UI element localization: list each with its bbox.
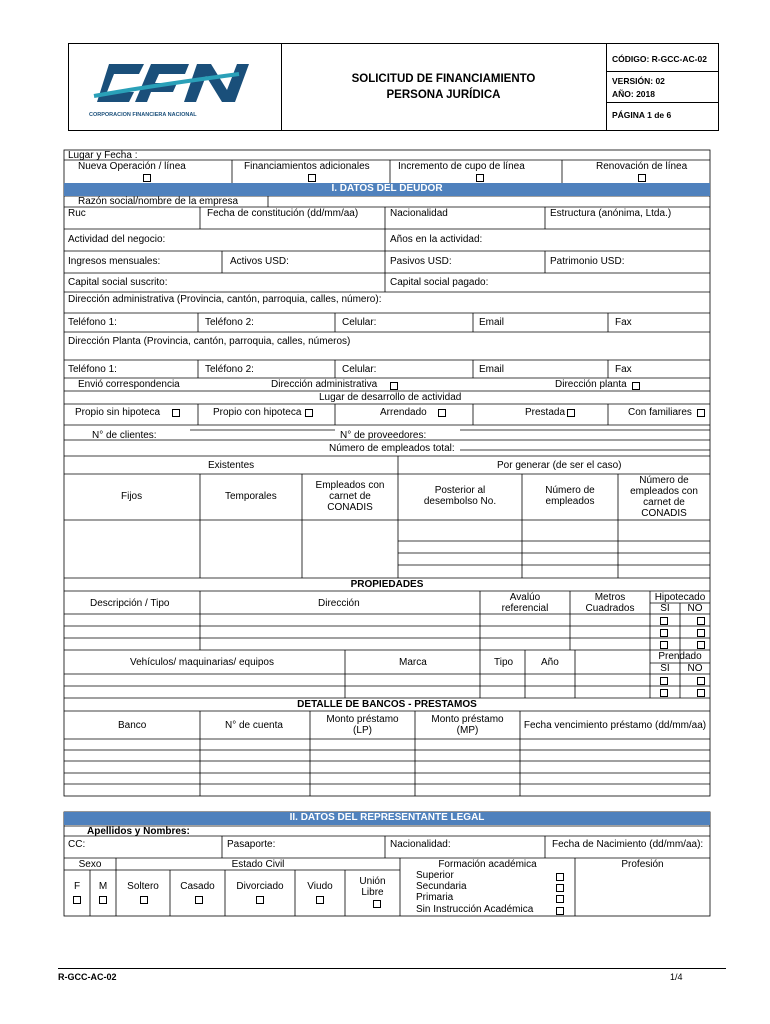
telefono1-label: Teléfono 1:	[68, 317, 117, 328]
posterior-header	[398, 485, 522, 507]
fax-planta-label: Fax	[615, 364, 632, 375]
op-adicionales-label: Financiamientos adicionales	[244, 161, 370, 172]
profesion-label: Profesión	[621, 859, 664, 870]
envio-admin-checkbox[interactable]	[390, 382, 398, 390]
actividad-label: Actividad del negocio:	[68, 234, 166, 245]
estructura-label: Estructura (anónima, Ltda.)	[550, 208, 672, 219]
lugar-fecha-label: Lugar y Fecha :	[68, 150, 138, 161]
op-renovacion-checkbox[interactable]	[638, 174, 646, 182]
prendado-no-checkbox[interactable]	[697, 689, 705, 697]
bancos-title: DETALLE DE BANCOS - PRESTAMOS	[297, 699, 477, 710]
pagina: PÁGINA 1 de 6	[612, 110, 672, 120]
secundaria-checkbox[interactable]	[556, 884, 564, 892]
familiares-label: Con familiares	[628, 407, 692, 418]
propio-con-checkbox[interactable]	[305, 409, 313, 417]
title-line2: PERSONA JURÍDICA	[386, 89, 501, 101]
metros-line: Cuadrados	[585, 603, 635, 614]
soltero-label: Soltero	[127, 881, 159, 892]
num-emp-conadis-line: CONADIS	[641, 508, 687, 519]
op-nueva-label: Nueva Operación / línea	[78, 161, 186, 172]
logo-subtitle: CORPORACION FINANCIERA NACIONAL	[89, 112, 197, 118]
sexo-f-checkbox[interactable]	[73, 896, 81, 904]
fecha-constitucion-label: Fecha de constitución (dd/mm/aa)	[207, 208, 359, 219]
hipotecado-si-checkbox[interactable]	[660, 629, 668, 637]
metros-line: Metros	[594, 592, 626, 603]
prendado-label: Prendado	[658, 651, 702, 662]
envio-admin-label: Dirección administrativa	[271, 379, 378, 390]
posterior-line: Posterior al	[434, 485, 486, 496]
monto-lp-header	[310, 714, 415, 736]
superior-checkbox[interactable]	[556, 873, 564, 881]
envio-planta-label: Dirección planta	[555, 379, 627, 390]
empleados-total-label: Número de empleados total:	[329, 443, 455, 454]
superior-label: Superior	[416, 870, 454, 881]
fax-label: Fax	[615, 317, 632, 328]
hipotecado-si-label: SI	[660, 603, 670, 614]
patrimonio-label: Patrimonio USD:	[550, 256, 625, 267]
telefono2-planta-label: Teléfono 2:	[205, 364, 254, 375]
footer-page: 1/4	[670, 972, 683, 982]
propio-sin-label: Propio sin hipoteca	[75, 407, 161, 418]
section-deudor-title: I. DATOS DEL DEUDOR	[64, 183, 710, 196]
union-line: Unión	[359, 876, 386, 887]
sexo-m-checkbox[interactable]	[99, 896, 107, 904]
avaluo-line: referencial	[501, 603, 549, 614]
email-label: Email	[479, 317, 505, 328]
avaluo-line: Avalúo	[509, 592, 541, 603]
telefono1-planta-label: Teléfono 1:	[68, 364, 117, 375]
temporales-label: Temporales	[225, 491, 277, 502]
hipotecado-no-checkbox[interactable]	[697, 617, 705, 625]
monto-mp-header	[415, 714, 520, 736]
capital-suscrito-label: Capital social suscrito:	[68, 277, 168, 288]
tipo-label: Tipo	[494, 657, 514, 668]
codigo: CÓDIGO: R-GCC-AC-02	[612, 54, 707, 64]
nacionalidad-rep-label: Nacionalidad:	[390, 839, 451, 850]
arrendado-label: Arrendado	[380, 407, 427, 418]
union-libre-label	[345, 876, 400, 898]
prendado-si-label: SI	[660, 663, 670, 674]
propiedades-title: PROPIEDADES	[350, 579, 424, 590]
soltero-checkbox[interactable]	[140, 896, 148, 904]
title-line1: SOLICITUD DE FINANCIAMIENTO	[351, 73, 536, 85]
prendado-si-checkbox[interactable]	[660, 677, 668, 685]
direccion-label: Dirección	[318, 598, 360, 609]
prendado-no-checkbox[interactable]	[697, 677, 705, 685]
op-renovacion-label: Renovación de línea	[596, 161, 688, 172]
num-emp-conadis-line: empleados con	[630, 486, 698, 497]
divorciado-label: Divorciado	[236, 881, 284, 892]
ingresos-label: Ingresos mensuales:	[68, 256, 161, 267]
formacion-label: Formación académica	[438, 859, 537, 870]
clientes-label: N° de clientes:	[92, 430, 157, 441]
hipotecado-no-label: NO	[687, 603, 703, 614]
telefono2-label: Teléfono 2:	[205, 317, 254, 328]
metros-header	[570, 592, 650, 614]
vencimiento-label: Fecha vencimiento préstamo (dd/mm/aa)	[523, 720, 707, 731]
monto-mp-line: (MP)	[456, 725, 479, 736]
casado-label: Casado	[180, 881, 215, 892]
divorciado-checkbox[interactable]	[256, 896, 264, 904]
familiares-checkbox[interactable]	[697, 409, 705, 417]
sexo-f-label: F	[73, 881, 81, 892]
email-planta-label: Email	[479, 364, 505, 375]
ruc-label: Ruc	[68, 208, 86, 219]
por-generar-label: Por generar (de ser el caso)	[497, 460, 622, 471]
union-line: Libre	[361, 887, 384, 898]
emp-conadis-line: carnet de	[329, 491, 371, 502]
sexo-m-label: M	[98, 881, 108, 892]
num-empleados-header	[522, 485, 618, 507]
marca-label: Marca	[399, 657, 427, 668]
vehiculos-label: Vehículos/ maquinarias/ equipos	[130, 657, 274, 668]
footer-rule	[58, 968, 726, 969]
arrendado-checkbox[interactable]	[438, 409, 446, 417]
nacionalidad-label: Nacionalidad	[390, 208, 448, 219]
razon-social-label: Razón social/nombre de la empresa	[78, 196, 239, 207]
viudo-checkbox[interactable]	[316, 896, 324, 904]
emp-conadis-header	[302, 480, 398, 513]
pasaporte-label: Pasaporte:	[227, 839, 276, 850]
celular-planta-label: Celular:	[342, 364, 377, 375]
prestado-label: Prestada	[525, 407, 566, 418]
anio-label: Año	[541, 657, 559, 668]
version: VERSIÓN: 02	[612, 76, 665, 86]
descripcion-label: Descripción / Tipo	[90, 598, 170, 609]
sexo-label: Sexo	[78, 859, 102, 870]
monto-lp-line: (LP)	[353, 725, 372, 736]
propio-sin-checkbox[interactable]	[172, 409, 180, 417]
casado-checkbox[interactable]	[195, 896, 203, 904]
hipotecado-no-checkbox[interactable]	[697, 641, 705, 649]
emp-conadis-line: Empleados con	[315, 480, 385, 491]
hipotecado-label: Hipotecado	[654, 592, 706, 603]
envio-planta-checkbox[interactable]	[632, 382, 640, 390]
primaria-label: Primaria	[416, 892, 454, 903]
dir-admin-label: Dirección administrativa (Provincia, cantón, parroquia, calles, número):	[68, 294, 382, 305]
hipotecado-si-checkbox[interactable]	[660, 641, 668, 649]
union-libre-checkbox[interactable]	[373, 900, 381, 908]
num-emp-conadis-line: Número de	[639, 475, 689, 486]
estado-civil-label: Estado Civil	[231, 859, 285, 870]
prendado-no-label: NO	[687, 663, 703, 674]
num-emp-conadis-header	[618, 475, 710, 519]
existentes-label: Existentes	[208, 460, 255, 471]
anio: AÑO: 2018	[612, 89, 655, 99]
op-nueva-checkbox[interactable]	[143, 174, 151, 182]
section-representante-title: II. DATOS DEL REPRESENTANTE LEGAL	[64, 812, 710, 825]
emp-conadis-line: CONADIS	[327, 502, 373, 513]
prendado-si-checkbox[interactable]	[660, 689, 668, 697]
fijos-label: Fijos	[121, 491, 143, 502]
fecha-nac-label: Fecha de Nacimiento (dd/mm/aa):	[552, 839, 704, 850]
sin-instruccion-checkbox[interactable]	[556, 907, 564, 915]
op-incremento-checkbox[interactable]	[476, 174, 484, 182]
propio-con-label: Propio con hipoteca	[213, 407, 302, 418]
num-emp-conadis-line: carnet de	[643, 497, 685, 508]
avaluo-header	[480, 592, 570, 614]
op-incremento-label: Incremento de cupo de línea	[398, 161, 525, 172]
banco-label: Banco	[118, 720, 147, 731]
capital-pagado-label: Capital social pagado:	[390, 277, 489, 288]
hipotecado-no-checkbox[interactable]	[697, 629, 705, 637]
secundaria-label: Secundaria	[416, 881, 467, 892]
posterior-line: desembolso No.	[423, 496, 497, 507]
monto-mp-line: Monto préstamo	[431, 714, 504, 725]
num-empleados-line: Número de	[545, 485, 595, 496]
hipotecado-si-checkbox[interactable]	[660, 617, 668, 625]
prestado-checkbox[interactable]	[567, 409, 575, 417]
num-empleados-line: empleados	[545, 496, 595, 507]
cuenta-label: N° de cuenta	[225, 720, 283, 731]
primaria-checkbox[interactable]	[556, 895, 564, 903]
activos-label: Activos USD:	[230, 256, 289, 267]
sin-instruccion-label: Sin Instrucción Académica	[416, 904, 534, 915]
apellidos-label: Apellidos y Nombres:	[87, 826, 190, 837]
lugar-actividad-label: Lugar de desarrollo de actividad	[319, 392, 462, 403]
monto-lp-line: Monto préstamo	[326, 714, 399, 725]
cc-label: CC:	[68, 839, 86, 850]
pasivos-label: Pasivos USD:	[390, 256, 452, 267]
envio-label: Envió correspondencia	[78, 379, 180, 390]
viudo-label: Viudo	[307, 881, 333, 892]
anios-actividad-label: Años en la actividad:	[390, 234, 483, 245]
footer-code: R-GCC-AC-02	[58, 972, 117, 982]
op-adicionales-checkbox[interactable]	[308, 174, 316, 182]
celular-label: Celular:	[342, 317, 377, 328]
dir-planta-label: Dirección Planta (Provincia, cantón, parroquia, calles, números)	[68, 336, 351, 347]
proveedores-label: N° de proveedores:	[340, 430, 427, 441]
